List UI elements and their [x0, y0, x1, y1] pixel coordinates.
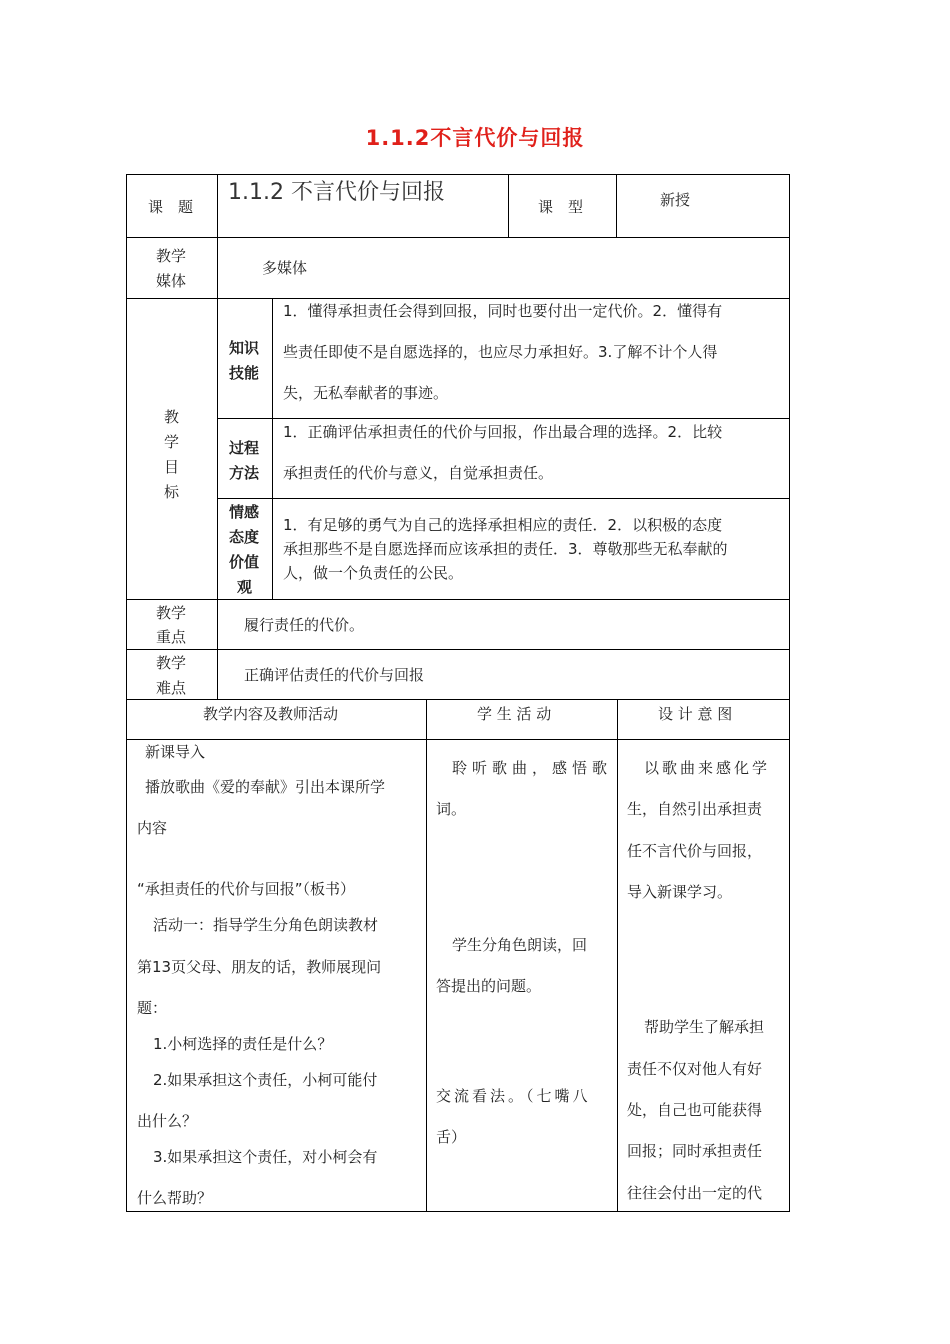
knowledge-line-1: 1．懂得承担责任会得到回报，同时也要付出一定代价。2．懂得有 — [283, 302, 723, 320]
design-line: 帮助学生了解承担 — [644, 1018, 765, 1036]
key-point-value: 履行责任的代价。 — [244, 616, 365, 634]
teacher-line: 什么帮助？ — [137, 1189, 213, 1207]
emotion-label-4: 观 — [237, 578, 253, 596]
objectives-label-4: 标 — [164, 483, 180, 501]
teacher-line: 新课导入 — [145, 743, 206, 761]
key-point-label-1: 教学 — [156, 604, 187, 622]
objectives-label-3: 目 — [164, 458, 180, 476]
type-label: 课 型 — [538, 198, 584, 216]
knowledge-line-3: 失，无私奉献者的事迹。 — [283, 384, 449, 402]
design-line: 导入新课学习。 — [627, 883, 733, 901]
media-label-1: 教学 — [156, 247, 187, 265]
objectives-label-2: 学 — [164, 433, 180, 451]
design-line: 生，自然引出承担责 — [627, 800, 763, 818]
student-line: 聆听歌曲，感悟歌 — [452, 759, 613, 777]
design-line: 以歌曲来感化学 — [644, 759, 771, 777]
course-label: 课 题 — [148, 198, 194, 216]
design-line: 处，自己也可能获得 — [627, 1101, 763, 1119]
emotion-label-2: 态度 — [229, 528, 260, 546]
student-line: 交流看法。（七嘴八 — [436, 1087, 591, 1105]
emotion-line-1: 1．有足够的勇气为自己的选择承担相应的责任．2．以积极的态度 — [283, 516, 723, 534]
difficulty-label-2: 难点 — [156, 679, 187, 697]
knowledge-label-1: 知识 — [229, 339, 260, 357]
student-line: 词。 — [436, 800, 467, 818]
teacher-line: 第13页父母、朋友的话，教师展现问 — [137, 958, 382, 976]
page-title: 1.1.2不言代价与回报 — [365, 126, 585, 150]
emotion-label-3: 价值 — [229, 553, 260, 571]
process-label-2: 方法 — [229, 464, 260, 482]
course-title-image: 1.1.2 不言代价与回报 — [228, 180, 445, 205]
media-label-2: 媒体 — [156, 272, 187, 290]
media-value: 多媒体 — [262, 259, 308, 277]
difficulty-value: 正确评估责任的代价与回报 — [244, 666, 425, 684]
teacher-line: 内容 — [137, 819, 168, 837]
design-line: 回报；同时承担责任 — [627, 1142, 763, 1160]
knowledge-label-2: 技能 — [229, 364, 260, 382]
teacher-line: 出什么？ — [137, 1112, 198, 1130]
column-header-student: 学 生 活 动 — [477, 705, 552, 723]
emotion-label-1: 情感 — [229, 503, 260, 521]
design-line: 责任不仅对他人有好 — [627, 1060, 763, 1078]
student-line: 学生分角色朗读，回 — [452, 936, 588, 954]
emotion-line-3: 人，做一个负责任的公民。 — [283, 564, 464, 582]
teacher-line: 活动一：指导学生分角色朗读教材 — [153, 916, 379, 934]
teacher-line: 播放歌曲《爱的奉献》引出本课所学 — [145, 778, 386, 796]
design-line: 往往会付出一定的代 — [627, 1184, 763, 1202]
emotion-line-2: 承担那些不是自愿选择而应该承担的责任．3．尊敬那些无私奉献的 — [283, 540, 728, 558]
column-header-design: 设 计 意 图 — [658, 705, 733, 723]
knowledge-line-2: 些责任即使不是自愿选择的，也应尽力承担好。3.了解不计个人得 — [283, 343, 718, 361]
type-value: 新授 — [660, 191, 691, 209]
key-point-label-2: 重点 — [156, 628, 187, 646]
teacher-line: 题： — [137, 999, 168, 1017]
difficulty-label-1: 教学 — [156, 654, 187, 672]
student-line: 答提出的问题。 — [436, 977, 542, 995]
student-line: 舌） — [436, 1128, 467, 1146]
process-line-1: 1．正确评估承担责任的代价与回报，作出最合理的选择。2．比较 — [283, 423, 723, 441]
teacher-line: 3.如果承担这个责任，对小柯会有 — [153, 1148, 378, 1166]
objectives-label-1: 教 — [164, 408, 180, 426]
design-line: 任不言代价与回报， — [627, 842, 763, 860]
teacher-line: 2.如果承担这个责任，小柯可能付 — [153, 1071, 378, 1089]
process-line-2: 承担责任的代价与意义，自觉承担责任。 — [283, 464, 554, 482]
process-label-1: 过程 — [229, 439, 260, 457]
teacher-line: “承担责任的代价与回报”（板书） — [137, 880, 356, 898]
teacher-line: 1.小柯选择的责任是什么？ — [153, 1035, 333, 1053]
column-header-teacher: 教学内容及教师活动 — [203, 705, 339, 723]
